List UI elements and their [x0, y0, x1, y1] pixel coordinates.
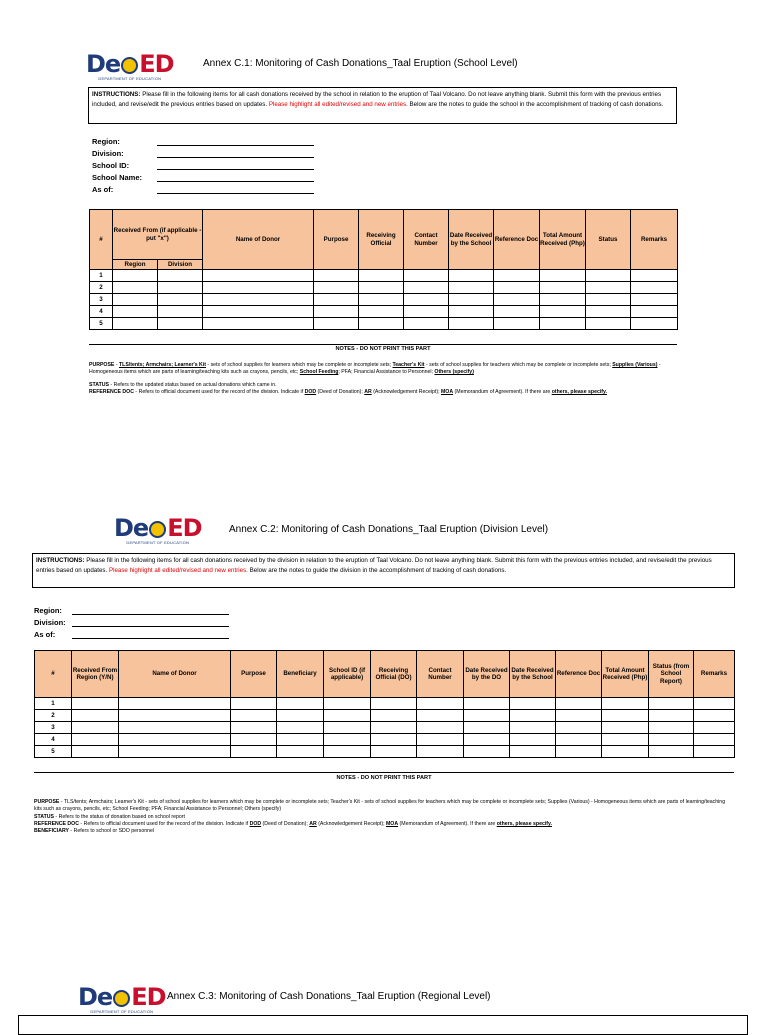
deped-seal-icon — [121, 57, 138, 74]
col-donor: Name of Donor — [119, 651, 231, 698]
annex-c1-title: Annex C.1: Monitoring of Cash Donations_Taal Eruption (School Level) — [203, 58, 518, 69]
as-of-input-line[interactable] — [72, 630, 229, 639]
field-school-id: School ID: — [92, 158, 314, 170]
school-name-input-line[interactable] — [157, 173, 314, 182]
field-region: Region: — [92, 134, 314, 146]
col-receiving-official: Receiving Official (DO) — [371, 651, 417, 698]
col-remarks: Remarks — [694, 651, 735, 698]
logo-subtitle: DEPARTMENT OF EDUCATION — [126, 540, 190, 545]
row-number: 4 — [90, 306, 113, 318]
col-date-do: Date Received by the DO — [464, 651, 510, 698]
annex-c2-title: Annex C.2: Monitoring of Cash Donations_Taal Eruption (Division Level) — [229, 524, 549, 535]
table-row — [90, 270, 678, 282]
field-region: Region: — [34, 603, 229, 615]
table-row — [35, 698, 735, 710]
annex-c2-fields — [34, 603, 229, 639]
row-number: 2 — [90, 282, 113, 294]
deped-logo: De ED DEPARTMENT OF EDUCATION — [114, 514, 202, 545]
col-received-from-region: Received From Region (Y/N) — [72, 651, 119, 698]
table-row — [90, 282, 678, 294]
col-remarks: Remarks — [631, 210, 678, 270]
table-row — [35, 746, 735, 758]
col-reference: Reference Doc — [556, 651, 602, 698]
col-date-received: Date Received by the School — [449, 210, 494, 270]
annex-c1-fields — [92, 134, 314, 194]
row-number: 4 — [35, 734, 72, 746]
region-input-line[interactable] — [157, 137, 314, 146]
annex-c3-title: Annex C.3: Monitoring of Cash Donations_Taal Eruption (Regional Level) — [167, 991, 491, 1002]
row-number: 3 — [90, 294, 113, 306]
field-school-name: School Name: — [92, 170, 314, 182]
col-school-id: School ID (if applicable) — [324, 651, 371, 698]
col-purpose: Purpose — [314, 210, 359, 270]
division-input-line[interactable] — [72, 618, 229, 627]
col-received-from: Received From (if applicable - put "x") — [113, 210, 203, 260]
row-number: 5 — [35, 746, 72, 758]
col-division: Division — [158, 260, 203, 270]
annex-c2-notes — [34, 799, 734, 835]
col-contact: Contact Number — [417, 651, 464, 698]
annex-c1-instructions: INSTRUCTIONS: Please fill in the following items for all cash donations received by the school in relation to the eruption of Taal Volcano. Do not leave anything blank. Submit this form with the previous entries included, and revise/edit the previous entries based on updates. Please highlight all edited/revised and new entries. Below are the notes to guide the school in the accomplishment of tracking of cash donations. — [88, 87, 677, 124]
annex-c2-notes-divider — [34, 772, 734, 773]
col-reference: Reference Doc — [494, 210, 540, 270]
annex-c1-notes-divider — [89, 344, 677, 345]
col-donor: Name of Donor — [203, 210, 314, 270]
purpose-note: PURPOSE - TLS/tents; Armchairs; Learner's Kit - sets of school supplies for learners which may be complete or incomplete sets; Teacher's Kit - sets of school supplies for teachers which may be complete or incomplete sets; Supplies (Various) - Homogeneous items which are parts of learning/teaching kits such as crayons, pencils, etc; School Feeding; PFA; Financial Assistance to Personnel; Others (specify) — [89, 362, 661, 376]
col-total-amount: Total Amount Received (Php) — [540, 210, 586, 270]
logo-subtitle: DEPARTMENT OF EDUCATION — [98, 76, 162, 81]
field-as-of: As of: — [34, 627, 229, 639]
col-status: Status — [586, 210, 631, 270]
status-note: STATUS - Refers to the updated status based on actual donations which came in. — [89, 381, 277, 388]
row-number: 1 — [90, 270, 113, 282]
deped-logo: De ED DEPARTMENT OF EDUCATION — [86, 50, 174, 81]
row-number: 1 — [35, 698, 72, 710]
reference-note: REFERENCE DOC - Refers to official document used for the record of the division. Indicate if DOD (Deed of Donation); AR (Acknowledgement Receipt); MOA (Memorandum of Agreement). If there are others, please specify. — [89, 388, 607, 395]
table-row — [35, 710, 735, 722]
annex-c1-table — [89, 209, 678, 330]
field-as-of: As of: — [92, 182, 314, 194]
table-row — [90, 294, 678, 306]
col-num: # — [90, 210, 113, 270]
col-beneficiary: Beneficiary — [277, 651, 324, 698]
annex-c2-notes-title: NOTES - DO NOT PRINT THIS PART — [336, 775, 432, 781]
division-input-line[interactable] — [157, 149, 314, 158]
deped-seal-icon — [149, 521, 166, 538]
table-row — [35, 722, 735, 734]
annex-c3-instructions — [18, 1015, 748, 1035]
table-row — [35, 734, 735, 746]
table-row — [90, 306, 678, 318]
col-contact: Contact Number — [404, 210, 449, 270]
deped-seal-icon — [113, 990, 130, 1007]
status-note: STATUS - Refers to the status of donation based on school report — [34, 813, 185, 820]
purpose-note: PURPOSE - TLS/tents; Armchairs; Learner's Kit - sets of school supplies for learners which may be complete or incomplete sets; Teacher's Kit - sets of school supplies for teachers which may be complete or incomplete sets; Supplies (Various) - Homogeneous items which are parts of learning/teaching kits such as crayons, pencils, etc; School Feeding; PFA; Financial Assistance to Personnel; Others (specify) — [34, 799, 726, 813]
col-num: # — [35, 651, 72, 698]
table-row — [90, 318, 678, 330]
logo-subtitle: DEPARTMENT OF EDUCATION — [90, 1009, 154, 1014]
col-date-school: Date Received by the School — [510, 651, 556, 698]
field-division: Division: — [92, 146, 314, 158]
deped-logo: De ED DEPARTMENT OF EDUCATION — [78, 983, 166, 1014]
annex-c2-table — [34, 650, 735, 758]
reference-note: REFERENCE DOC - Refers to official document used for the record of the division. Indicate if DOD (Deed of Donation); AR (Acknowledgement Receipt); MOA (Memorandum of Agreement). If there are others, please specify. — [34, 820, 552, 827]
region-input-line[interactable] — [72, 606, 229, 615]
col-purpose: Purpose — [231, 651, 277, 698]
col-total-amount: Total Amount Received (Php) — [602, 651, 649, 698]
col-receiving-official: Receiving Official — [359, 210, 404, 270]
row-number: 3 — [35, 722, 72, 734]
row-number: 2 — [35, 710, 72, 722]
col-region: Region — [113, 260, 158, 270]
annex-c1-notes — [89, 362, 677, 396]
col-status: Status (from School Report) — [649, 651, 694, 698]
annex-c2-instructions: INSTRUCTIONS: Please fill in the following items for all cash donations received by the division in relation to the eruption of Taal Volcano. Do not leave anything blank. Submit this form with the previous entries included, and revise/edit the previous entries based on updates. Please highlight all edited/revised and new entries. Below are the notes to guide the division in the accomplishment of tracking of cash donations. — [32, 553, 735, 588]
annex-c1-notes-title: NOTES - DO NOT PRINT THIS PART — [335, 346, 431, 352]
row-number: 5 — [90, 318, 113, 330]
field-division: Division: — [34, 615, 229, 627]
school-id-input-line[interactable] — [157, 161, 314, 170]
beneficiary-note: BENEFICIARY - Refers to school or SDO personnel — [34, 828, 155, 835]
as-of-input-line[interactable] — [157, 185, 314, 194]
